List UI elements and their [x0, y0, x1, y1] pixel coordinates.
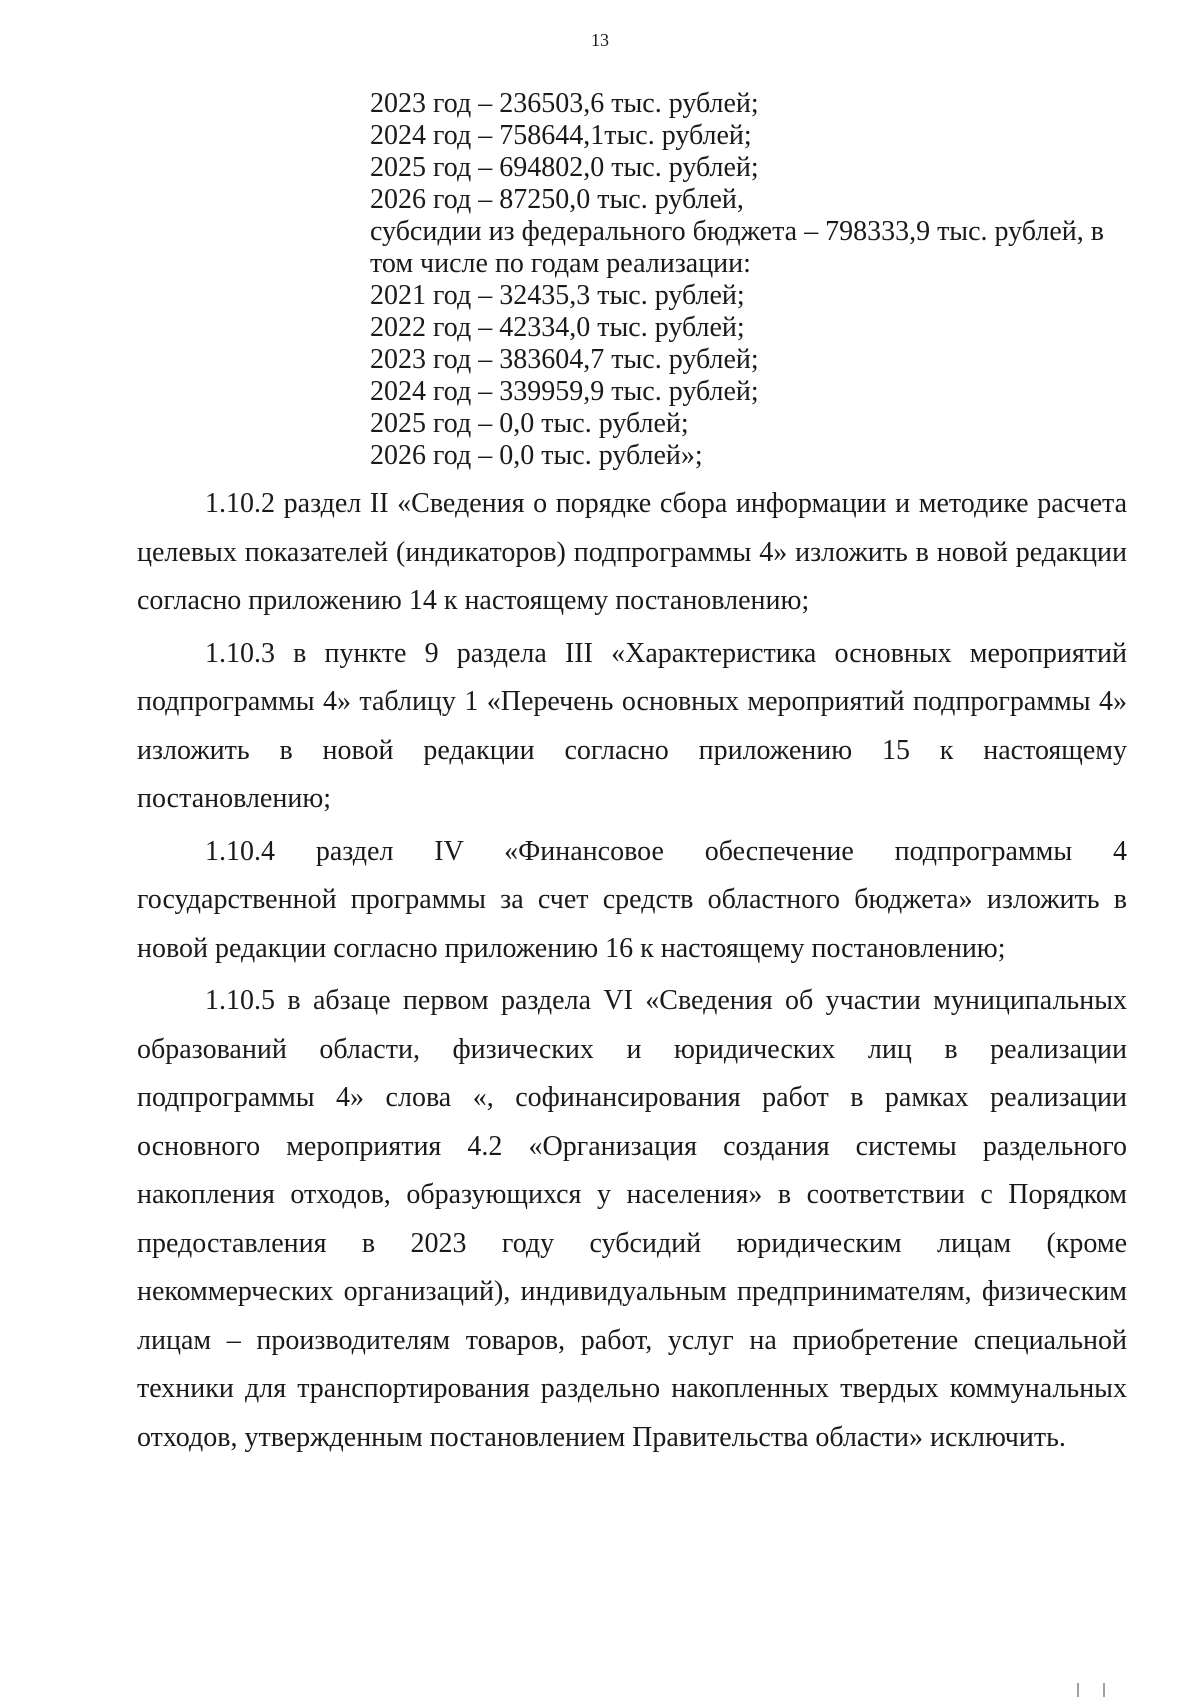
amount-line: 2026 год – 87250,0 тыс. рублей, — [370, 184, 744, 215]
amount-line: 2021 год – 32435,3 тыс. рублей; — [370, 280, 745, 311]
paragraph-1-10-4: 1.10.4 раздел IV «Финансовое обеспечение подпрограммы 4 государственной программы за счет средств областного бюджета» изложить в новой редакции согласно приложению 16 к настоящему постановлению; — [137, 835, 1127, 964]
paragraph-1-10-5: 1.10.5 в абзаце первом раздела VI «Сведения об участии муниципальных образований области, физических и юридических лиц в реализации подпрограммы 4» слова «, софинансирования работ в рамках реализации основного мероприятия 4.2 «Организация создания системы раздельного накопления отходов, образующихся у населения» в соответствии с Порядком предоставления в 2023 году субсидий юридическим лицам (кроме некоммерческих организаций), индивидуальным предпринимателям, физическим лицам – производителям товаров, работ, услуг на приобретение специальной техники для транспортирования раздельно накопленных твердых коммунальных отходов, утвержденным постановлением Правительства области» исключить. — [137, 985, 1127, 1453]
amendment-paragraphs — [137, 480, 1127, 1466]
amount-line: 2024 год – 339959,9 тыс. рублей; — [370, 376, 759, 407]
funding-amount-list — [370, 88, 1130, 472]
scan-corner-mark — [1077, 1683, 1105, 1697]
amount-line: 2025 год – 0,0 тыс. рублей; — [370, 408, 689, 439]
paragraph-1-10-3: 1.10.3 в пункте 9 раздела III «Характеристика основных мероприятий подпрограммы 4» таблицу 1 «Перечень основных мероприятий подпрограммы 4» изложить в новой редакции согласно приложению 15 к настоящему постановлению; — [137, 637, 1127, 814]
amount-line: 2022 год – 42334,0 тыс. рублей; — [370, 312, 745, 343]
amount-line: 2025 год – 694802,0 тыс. рублей; — [370, 152, 759, 183]
amount-line: 2024 год – 758644,1тыс. рублей; — [370, 120, 752, 151]
page-number: 13 — [591, 30, 609, 50]
amount-line: 2023 год – 236503,6 тыс. рублей; — [370, 88, 759, 119]
federal-subsidy-line: субсидии из федерального бюджета – 798333,9 тыс. рублей, в том числе по годам реализации: — [370, 216, 1104, 279]
amount-line: 2023 год – 383604,7 тыс. рублей; — [370, 344, 759, 375]
paragraph-1-10-2: 1.10.2 раздел II «Сведения о порядке сбора информации и методике расчета целевых показателей (индикаторов) подпрограммы 4» изложить в новой редакции согласно приложению 14 к настоящему постановлению; — [137, 488, 1127, 616]
amount-line: 2026 год – 0,0 тыс. рублей»; — [370, 440, 703, 471]
